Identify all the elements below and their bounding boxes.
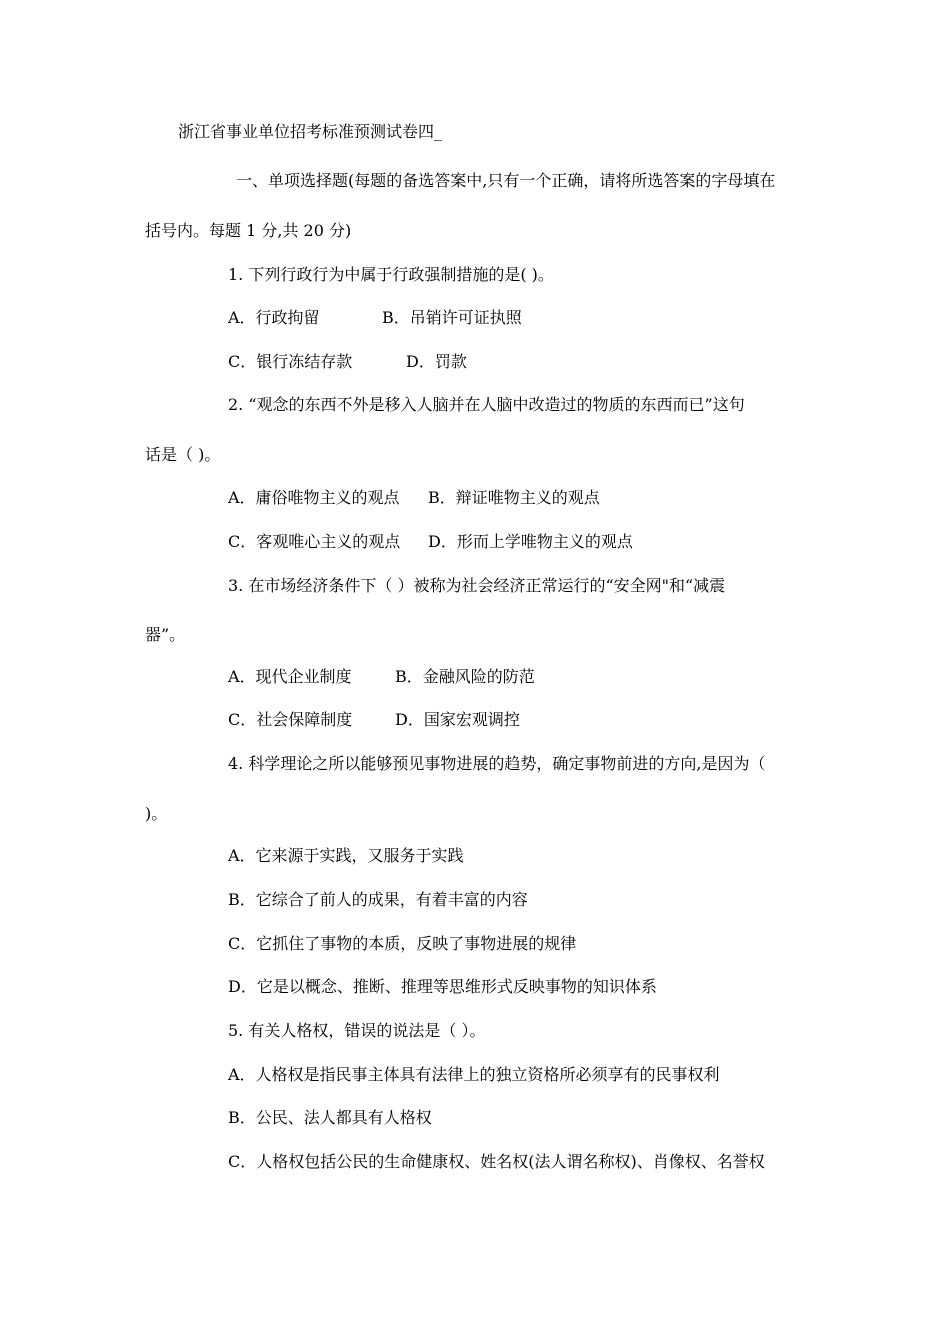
option: A．现代企业制度 [228,667,352,686]
option: A．庸俗唯物主义的观点 [228,488,400,507]
option-row [228,308,522,328]
option-row [228,352,467,372]
option: D．罚款 [406,352,467,371]
option: C．它抓住了事物的本质，反映了事物进展的规律 [228,934,577,953]
option: B．吊销许可证执照 [382,308,522,327]
question-stem: 3. 在市场经济条件下（ ）被称为社会经济正常运行的“安全网"和“减震 [228,576,726,595]
option: C．客观唯心主义的观点 [228,532,401,551]
question-stem: 2. “观念的东西不外是移入人脑并在人脑中改造过的物质的东西而已”这句 [228,395,745,414]
section-heading: 一、单项选择题(每题的备选答案中,只有一个正确，请将所选答案的字母填在 [236,171,776,190]
option-row [228,532,633,552]
section-heading-cont: 括号内。每题 1 分,共 20 分) [145,221,352,240]
option: C．社会保障制度 [228,710,353,729]
option: B．金融风险的防范 [395,667,535,686]
question-stem: 4. 科学理论之所以能够预见事物进展的趋势，确定事物前进的方向,是因为（ [228,754,766,773]
option: B．它综合了前人的成果，有着丰富的内容 [228,890,528,909]
question-stem-cont: 器”。 [145,625,186,644]
option: D．它是以概念、推断、推理等思维形式反映事物的知识体系 [228,977,657,996]
question-stem-cont: )。 [145,804,168,823]
option: C．银行冻结存款 [228,352,353,371]
question-stem-cont: 话是（ )。 [145,445,221,464]
option: A．行政拘留 [228,308,320,327]
option: B．公民、法人都具有人格权 [228,1108,432,1127]
option-row [228,488,600,508]
question-stem: 5. 有关人格权，错误的说法是（ ）。 [228,1021,486,1040]
page-title: 浙江省事业单位招考标准预测试卷四_ [178,122,443,141]
option: D．形而上学唯物主义的观点 [428,532,633,551]
option: C．人格权包括公民的生命健康权、姓名权(法人谓名称权)、肖像权、名誉权 [228,1152,765,1171]
option: D．国家宏观调控 [395,710,520,729]
option: A．人格权是指民事主体具有法律上的独立资格所必须享有的民事权利 [228,1065,720,1084]
question-stem: 1. 下列行政行为中属于行政强制措施的是( )。 [228,265,554,284]
option: B．辩证唯物主义的观点 [428,488,600,507]
option: A．它来源于实践，又服务于实践 [228,846,464,865]
option-row [228,667,535,687]
option-row [228,710,520,730]
